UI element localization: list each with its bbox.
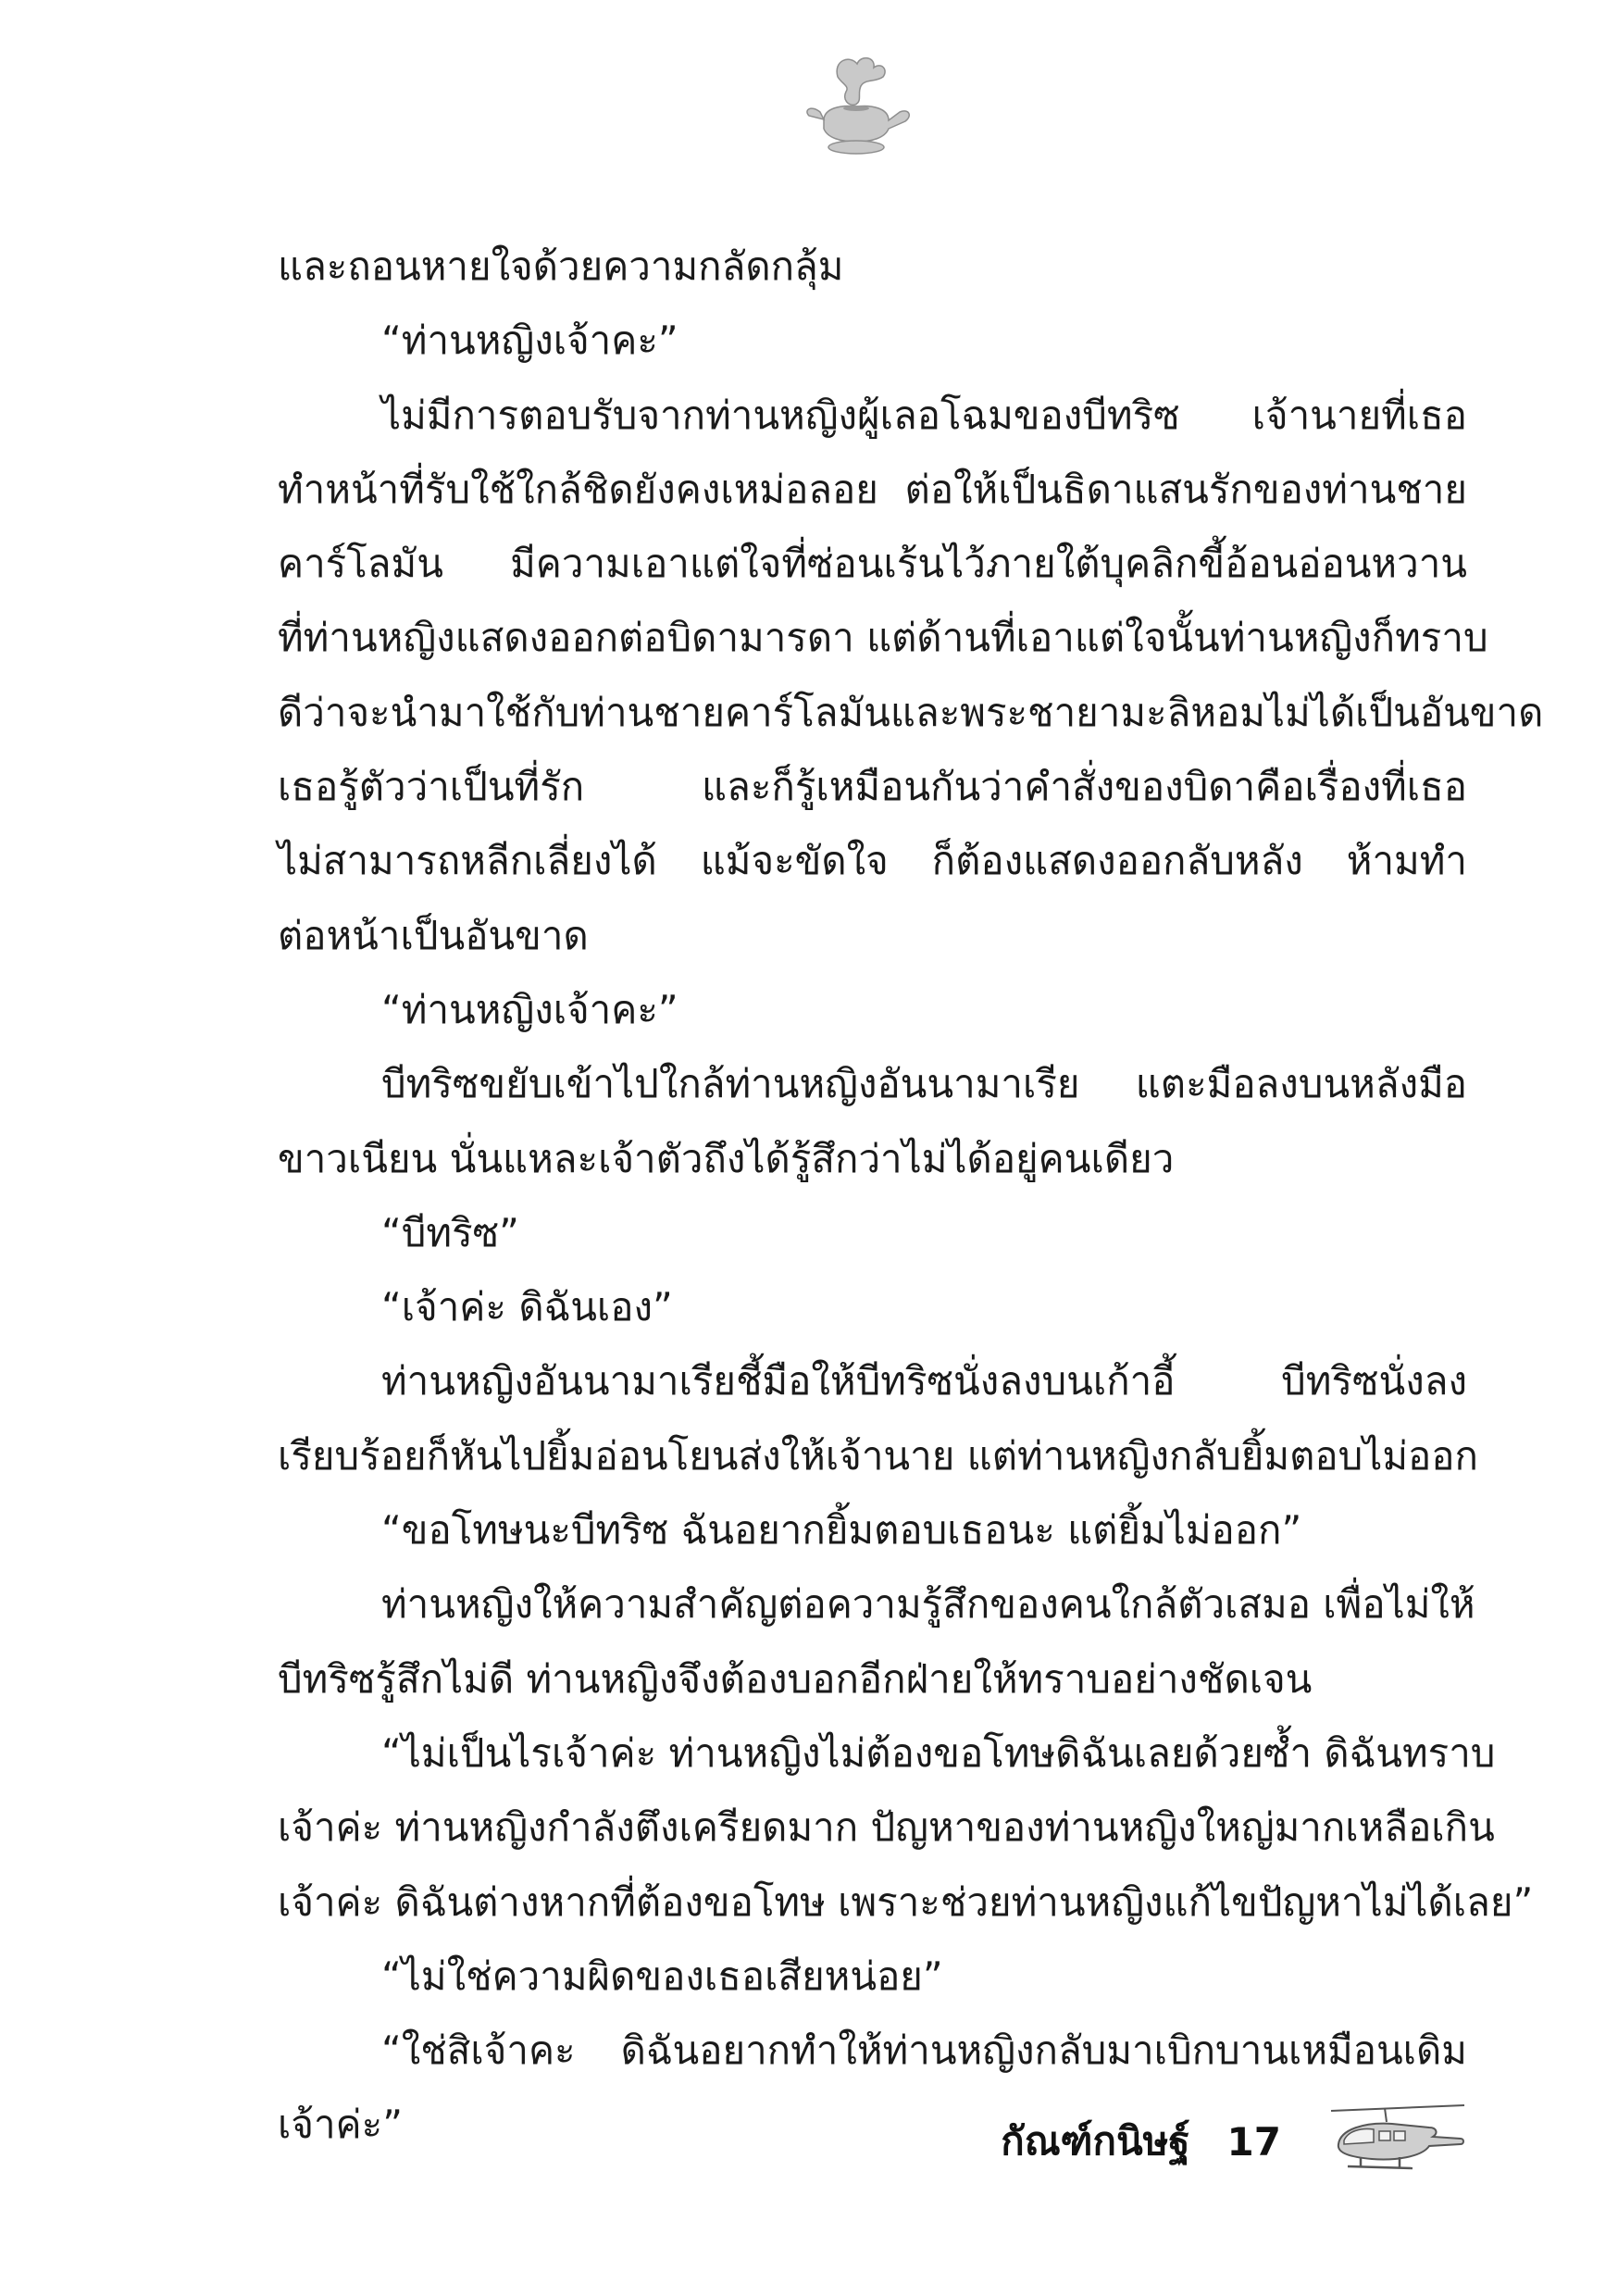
text-line: “บีทริซ”: [381, 1209, 519, 1255]
text-line: บีทริซรู้สึกไม่ดี ท่านหญิงจึงต้องบอกอีกฝ่ายให้ทราบอย่างชัดเจน: [278, 1655, 1313, 1702]
body-text: [278, 230, 1544, 2163]
text-line: ท่านหญิงอันนามาเรียชี้มือให้บีทริซนั่งลงบนเก้าอี้ บีทริซนั่งลง: [381, 1358, 1467, 1404]
text-line: เจ้าค่ะ ท่านหญิงกำลังตึงเครียดมาก ปัญหาของท่านหญิงใหญ่มากเหลือเกิน: [278, 1804, 1495, 1851]
text-line: เจ้าค่ะ ดิฉันต่างหากที่ต้องขอโทษ เพราะช่วยท่านหญิงแก้ไขปัญหาไม่ได้เลย”: [278, 1878, 1534, 1925]
text-line: “ท่านหญิงเจ้าคะ”: [381, 986, 678, 1032]
text-line: “ไม่ใช่ความผิดของเธอเสียหน่อย”: [381, 1953, 943, 1999]
text-line: ท่านหญิงให้ความสำคัญต่อความรู้สึกของคนใกล้ตัวเสมอ เพื่อไม่ให้: [381, 1581, 1475, 1628]
genie-lamp-icon: [796, 51, 916, 162]
page-footer: [1001, 2100, 1468, 2183]
text-line: “ท่านหญิงเจ้าคะ”: [381, 318, 678, 364]
text-line: “ไม่เป็นไรเจ้าค่ะ ท่านหญิงไม่ต้องขอโทษดิฉันเลยด้วยซ้ำ ดิฉันทราบ: [381, 1729, 1496, 1776]
text-line: ต่อหน้าเป็นอันขาด: [278, 912, 589, 958]
text-line: ที่ท่านหญิงแสดงออกต่อบิดามารดา แต่ด้านที่เอาแต่ใจนั้นท่านหญิงก็ทราบ: [278, 615, 1488, 661]
helicopter-icon: [1320, 2100, 1468, 2183]
text-line: คาร์โลมัน มีความเอาแต่ใจที่ซ่อนเร้นไว้ภายใต้บุคลิกขี้อ้อนอ่อนหวาน: [278, 541, 1467, 587]
text-line: เรียบร้อยก็หันไปยิ้มอ่อนโยนส่งให้เจ้านาย แต่ท่านหญิงกลับยิ้มตอบไม่ออก: [278, 1432, 1478, 1479]
text-line: ดีว่าจะนำมาใช้กับท่านชายคาร์โลมันและพระชายามะลิหอมไม่ได้เป็นอันขาด: [278, 689, 1544, 735]
page-number: 17: [1226, 2118, 1281, 2165]
text-line: เธอรู้ตัวว่าเป็นที่รัก และก็รู้เหมือนกันว่าคำสั่งของบิดาคือเรื่องที่เธอ: [278, 764, 1467, 810]
text-line: “ขอโทษนะบีทริซ ฉันอยากยิ้มตอบเธอนะ แต่ยิ้มไม่ออก”: [381, 1507, 1302, 1554]
text-line: และถอนหายใจด้วยความกลัดกลุ้ม: [278, 243, 844, 289]
text-line: “ใช่สิเจ้าคะ ดิฉันอยากทำให้ท่านหญิงกลับมาเบิกบานเหมือนเดิม: [381, 2028, 1467, 2074]
text-line: ขาวเนียน นั่นแหละเจ้าตัวถึงได้รู้สึกว่าไม่ได้อยู่คนเดียว: [278, 1135, 1175, 1181]
text-line: “เจ้าค่ะ ดิฉันเอง”: [381, 1284, 673, 1330]
text-line: ไม่สามารถหลีกเลี่ยงได้ แม้จะขัดใจ ก็ต้องแสดงออกลับหลัง ห้ามทำ: [278, 838, 1467, 884]
text-line: ไม่มีการตอบรับจากท่านหญิงผู้เลอโฉมของบีทริซ เจ้านายที่เธอ: [381, 392, 1467, 438]
book-title: กัณฑ์กนิษฐ์: [1001, 2118, 1190, 2164]
text-line: บีทริซขยับเข้าไปใกล้ท่านหญิงอันนามาเรีย แตะมือลงบนหลังมือ: [381, 1061, 1467, 1107]
text-line: ทำหน้าที่รับใช้ใกล้ชิดยังคงเหม่อลอย ต่อให้เป็นธิดาแสนรักของท่านชาย: [278, 466, 1467, 512]
text-line: เจ้าค่ะ”: [278, 2102, 403, 2148]
